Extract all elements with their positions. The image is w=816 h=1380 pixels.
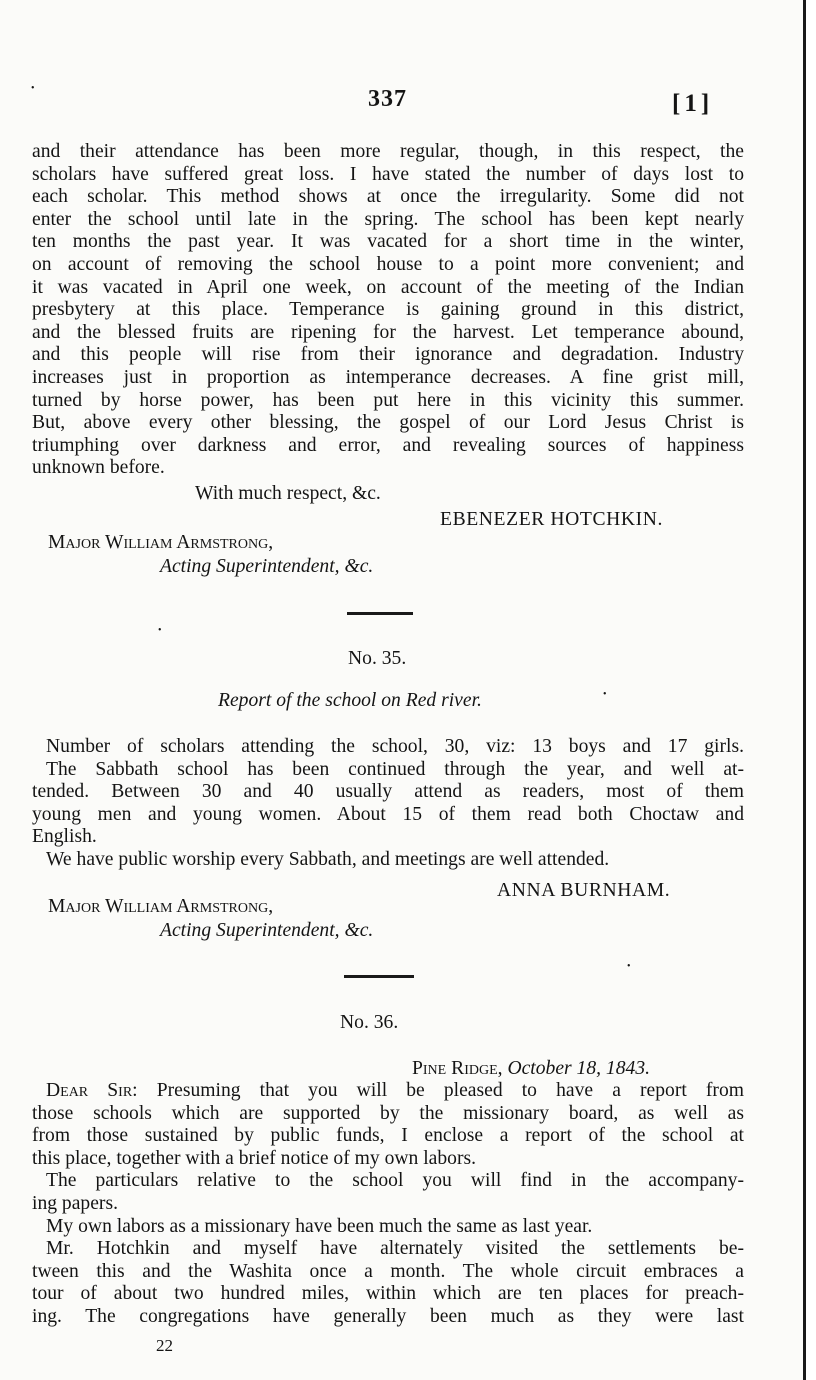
text-line: [32, 1080, 744, 1103]
section-divider: [344, 975, 414, 978]
text-line: enter the school until late in the spring. The school has been kept nearly: [32, 208, 744, 230]
document-number: [1]: [672, 90, 714, 117]
text-line: triumphing over darkness and error, and revealing sources of happiness: [32, 434, 744, 456]
text-line: tour of about two hundred miles, within which are ten places for preach-: [32, 1283, 744, 1305]
letter-closing: With much respect, &c.: [195, 483, 381, 504]
text-line: from those sustained by public funds, I enclose a report of the school at: [32, 1125, 744, 1147]
addressee-name: Major William Armstrong,: [48, 532, 274, 553]
text-line: ten months the past year. It was vacated for a short time in the winter,: [32, 231, 744, 253]
text-line: young men and young women. About 15 of them read both Choctaw and: [32, 803, 744, 825]
text-line: We have public worship every Sabbath, and meetings are well attended.: [46, 848, 610, 870]
text-line: turned by horse power, has been put here in this vicinity this summer.: [32, 389, 744, 411]
section-heading: Report of the school on Red river.: [218, 690, 482, 711]
text-line: and their attendance has been more regular, though, in this respect, the: [32, 141, 744, 162]
text-line: Number of scholars attending the school, 30, viz: 13 boys and 17 girls.: [46, 736, 744, 757]
report-body: [32, 736, 744, 872]
section-number: No. 35.: [348, 648, 407, 669]
ink-speck: •: [603, 689, 607, 700]
text-segment: Presuming that you will be pleased to have a report from: [156, 1080, 744, 1101]
addressee-title: Acting Superintendent, &c.: [160, 920, 374, 941]
addressee-title: Acting Superintendent, &c.: [160, 556, 374, 577]
text-line: The particulars relative to the school you will find in the accompany-: [46, 1170, 744, 1192]
text-line: those schools which are supported by the missionary board, as well as: [32, 1102, 744, 1124]
section-number: No. 36.: [340, 1012, 399, 1033]
text-line: on account of removing the school house to a point more convenient; and: [32, 253, 744, 275]
ink-speck: •: [158, 625, 162, 636]
text-line: Mr. Hotchkin and myself have alternately visited the settlements be-: [46, 1238, 744, 1260]
text-line: and this people will rise from their ignorance and degradation. Industry: [32, 344, 744, 366]
signature: EBENEZER HOTCHKIN.: [440, 509, 664, 530]
dateline-date: October 18, 1843.: [507, 1058, 651, 1079]
letter-body: [32, 141, 744, 480]
text-line: ing. The congregations have generally been much as they were last: [32, 1305, 744, 1327]
text-line: English.: [32, 826, 97, 848]
text-line: But, above every other blessing, the gospel of our Lord Jesus Christ is: [32, 412, 744, 434]
page-number: 337: [368, 86, 407, 112]
dateline: [412, 1058, 650, 1080]
text-line: ing papers.: [32, 1192, 118, 1214]
text-line: increases just in proportion as intemperance decreases. A fine grist mill,: [32, 366, 744, 388]
text-line: it was vacated in April one week, on account of the meeting of the Indian: [32, 276, 744, 298]
text-line: tween this and the Washita once a month. The whole circuit embraces a: [32, 1260, 744, 1282]
signature: ANNA BURNHAM.: [497, 880, 671, 901]
text-line: The Sabbath school has been continued through the year, and well at-: [46, 758, 744, 780]
text-line: My own labors as a missionary have been much the same as last year.: [46, 1215, 593, 1237]
text-line: this place, together with a brief notice of my own labors.: [32, 1147, 476, 1169]
ink-speck: •: [31, 83, 35, 94]
text-line: and the blessed fruits are ripening for the harvest. Let temperance abound,: [32, 321, 744, 343]
folio-signature-mark: 22: [156, 1336, 173, 1355]
text-line: presbytery at this place. Temperance is gaining ground in this district,: [32, 299, 744, 321]
ink-speck: •: [627, 961, 631, 972]
text-line: unknown before.: [32, 457, 165, 479]
text-line: scholars have suffered great loss. I have stated the number of days lost to: [32, 163, 744, 185]
text-line: tended. Between 30 and 40 usually attend as readers, most of them: [32, 781, 744, 803]
text-line: each scholar. This method shows at once the irregularity. Some did not: [32, 186, 744, 208]
letter-body: [32, 1080, 744, 1329]
salutation: Dear Sir:: [46, 1080, 138, 1101]
addressee-name: Major William Armstrong,: [48, 896, 274, 917]
section-divider: [347, 612, 413, 615]
dateline-place: Pine Ridge,: [412, 1058, 503, 1079]
